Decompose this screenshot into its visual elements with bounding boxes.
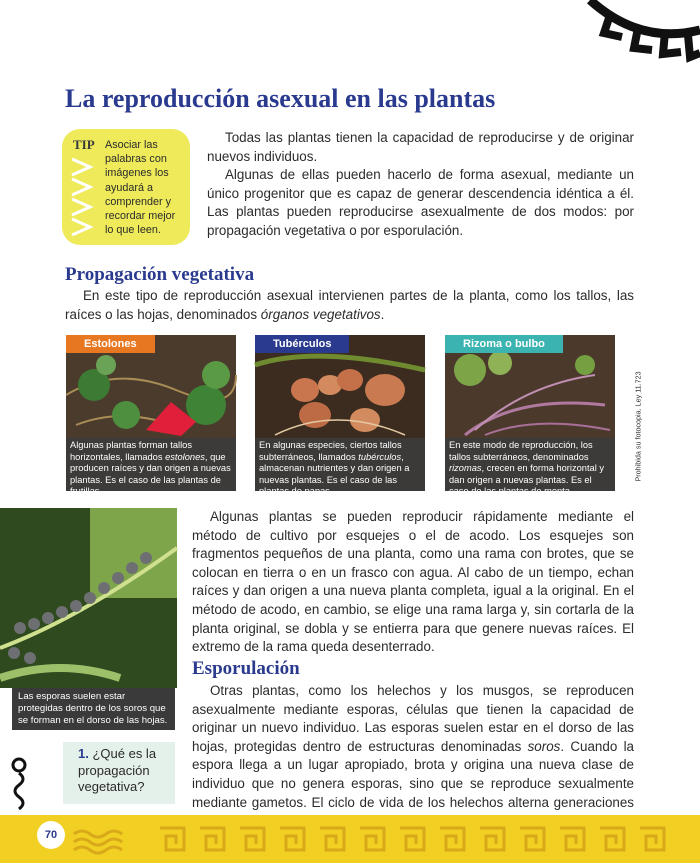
intro-text [207,129,634,241]
card-rizoma [445,335,615,497]
card-tag-estolones: Estolones [66,335,155,353]
intro-paragraph-1: Todas las plantas tienen la capacidad de reproducirse y de originar nuevos individuos. [207,130,634,164]
page-title: La reproducción asexual en las plantas [65,84,496,113]
esquejes-paragraph: Algunas plantas se pueden reproducir rápidamente mediante el método de cultivo por esquejes o el de acodo. Los esquejes son fragmentos pequeños de una planta, como una rama con brotes, que se colocan en tierra o en un frasco con agua. Al cabo de un tiempo, echan raíces y dan origen a una nueva planta completa, igual a la original. En el método de acodo, en cambio, se elige una rama larga y, sin cortarla de la planta original, se dobla y se entierra para que genere nuevas raíces. El extremo de la rama queda desenterrado. [192,509,634,655]
copyright-text: Prohibida su fotocopia. Ley 11.723 [633,371,643,482]
propagacion-text-b: . [380,306,385,322]
caption-b: , que producen raíces y dan origen a nuevas plantas. Es el caso de las plantas de frutillas. [70,451,231,497]
esporulacion-heading: Esporulación [192,658,300,679]
esporulacion-text-a: Otras plantas, como los helechos y los musgos, se reproducen asexualmente mediante esporas, células que tienen la capacidad de originar un nuevo individuo. Las esporas suelen estar en el dorso de las hojas, protegidas dentro de estructuras denominadas [192,683,634,754]
caption-a: En algunas especies, ciertos tallos subterráneos, llamados [259,440,402,462]
propagacion-text-a: En este tipo de reproducción asexual intervienen partes de la planta, como los tallos, las raíces o las hojas, denominados [65,288,634,322]
corner-decoration [570,0,700,80]
caption-b: , crecen en forma horizontal y dan origen a nuevas plantas. Es el caso de las plantas de menta. [449,463,605,497]
fern-spores-image [0,508,177,688]
tip-label: TIP [73,137,95,152]
question-body: ¿Qué es la propagación vegetativa? [78,746,157,794]
card-tuberculos [255,335,425,497]
card-estolones [66,335,236,497]
fern-caption: Las esporas suelen estar protegidas dentro de los soros que se forman en el dorso de las hojas. [12,688,175,730]
propagacion-term: órganos vegetativos [260,306,381,322]
propagacion-text [65,287,634,324]
question-text [78,746,170,796]
caption-term: rizomas [449,463,482,474]
esporulacion-text [192,682,634,831]
caption-b: , almacenan nutrientes y dan origen a nuevas plantas. Es el caso de las plantas de papas. [259,451,410,497]
card-caption-tuberculos [255,438,425,497]
esporulacion-text-b: . Cuando la espora llega a un lugar apropiado, brota y origina una nueva clase de individuo que no genera esporas, sino que se reproduce sexualmente mediante gametos. El ciclo de vida de los helechos alterna generaciones [192,738,634,810]
card-tag-tuberculos: Tubérculos [255,335,349,353]
card-caption-estolones [66,438,236,497]
caption-term: estolones [165,451,205,462]
propagacion-heading: Propagación vegetativa [65,264,255,285]
intro-paragraph-2: Algunas de ellas pueden hacerlo de forma asexual, mediante un único progenitor que es capaz de generar descendencia idéntica a él. Las plantas pueden reproducirse asexualmente de dos modos: por propagación vegetativa o por esporulación. [207,167,634,238]
footer-pattern [70,822,700,856]
caption-a: En este modo de reproducción, los tallos subterráneos, denominados [449,440,593,462]
esporulacion-term: soros [527,738,561,754]
zigzag-icon [70,155,98,235]
question-number: 1. [78,746,89,761]
card-caption-rizoma [445,438,615,497]
esquejes-text [192,508,634,657]
squiggle-decoration [6,755,32,817]
caption-a: Algunas plantas forman tallos horizontales, llamados [70,440,192,462]
page-number: 70 [37,821,65,849]
card-tag-rizoma: Rizoma o bulbo [445,335,563,353]
caption-term: tubérculos [358,451,402,462]
copyright-note [632,371,644,483]
tip-text: Asociar las palabras con imágenes los ayudará a comprender y recordar mejor lo que leen. [105,139,176,237]
